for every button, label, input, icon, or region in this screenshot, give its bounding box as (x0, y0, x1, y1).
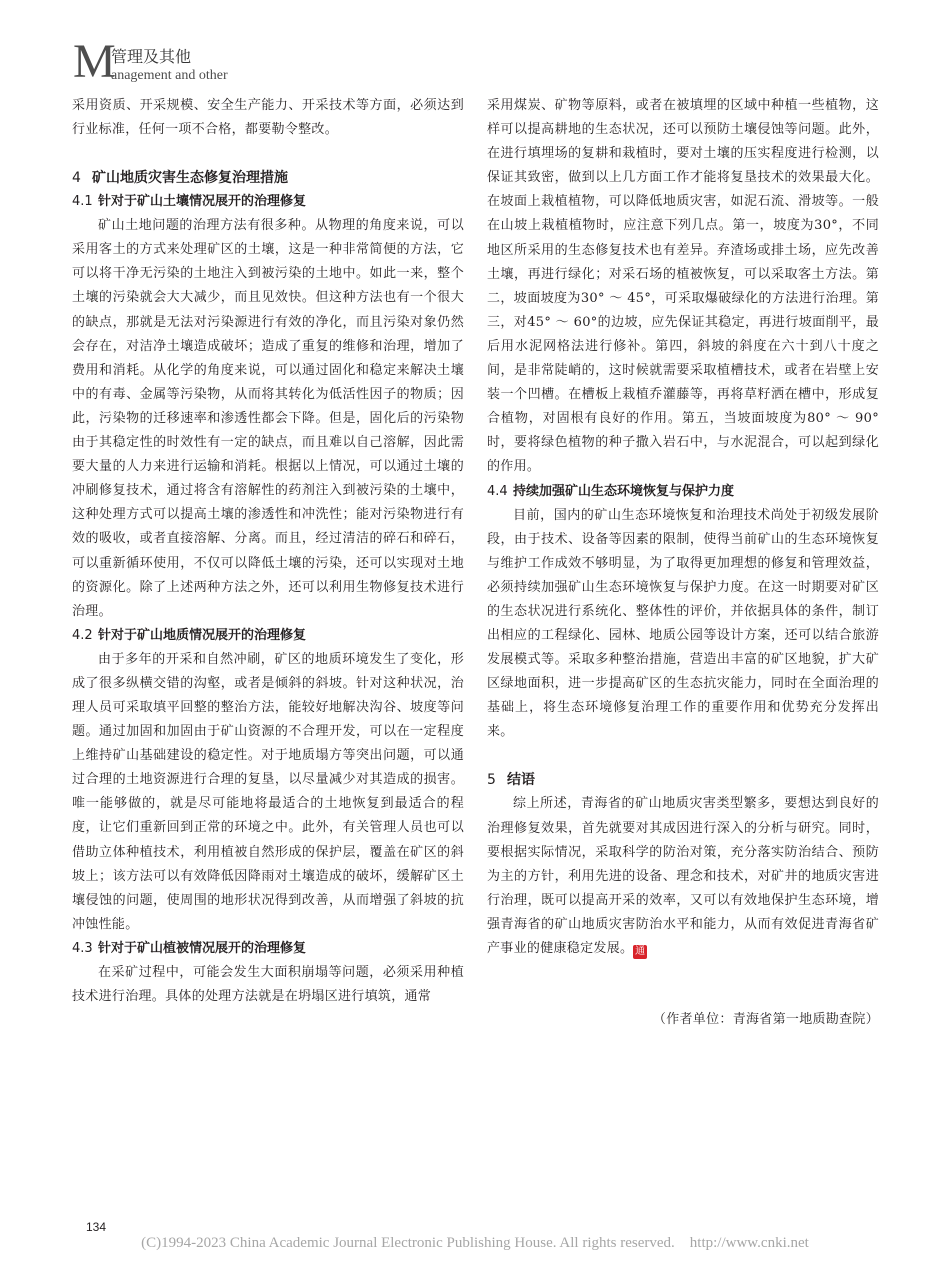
section-title: 结语 (507, 772, 535, 789)
section-4-4-heading (487, 480, 879, 504)
section-4-3-continued-paragraph: 采用煤炭、矿物等原料，或者在被填埋的区域中种植一些植物，这样可以提高耕地的生态状况，还可以预防土壤侵蚀等问题。此外，在进行填埋场的复耕和栽植时，要对土壤的压实程度进行检测，以保证其致密，做到以上几方面工作才能将复垦技术的效果最大化。在坡面上栽植植物，可以降低地质灾害，如泥石流、滑坡等。一般在山坡上栽植植物时，应注意下列几点。第一，坡度为30°，不同地区所采用的生态修复技术也有差异。弃渣场或排土场，应先改善土壤，再进行绿化；对采石场的植被恢复，可以采取客土方法。第二，坡面坡度为30° ～ 45°，可采取爆破绿化的方法进行治理。第三，对45° ～ 60°的边坡，应先保证其稳定，再进行坡面削平，最后用水泥网格法进行修补。第四，斜坡的斜度在六十到八十度之间，是非常陡峭的，这时候就需要采取植槽技术，或者在岩壁上安装一个凹槽。在槽板上栽植乔灌藤等，再将草籽洒在槽中，形成复合植物，对固根有良好的作用。第五，当坡面坡度为80° ～ 90°时，要将绿色植物的种子撒入岩石中，与水泥混合，可以起到绿化的作用。 (487, 98, 879, 475)
section-4-2-heading (72, 624, 464, 648)
journal-column-header (73, 35, 473, 88)
section-4-3-paragraph: 在采矿过程中，可能会发生大面积崩塌等问题，必须采用种植技术进行治理。具体的处理方法就是在坍塌区进行填筑，通常 (72, 964, 464, 1004)
header-title-cn: 管理及其他 (111, 47, 192, 66)
section-title: 针对于矿山土壤情况展开的治理修复 (98, 194, 307, 210)
section-4-3-heading (72, 937, 464, 961)
conclusion-text: 综上所述，青海省的矿山地质灾害类型繁多，要想达到良好的治理修复效果，首先就要对其成因进行深入的分析与研究。同时，要根据实际情况，采取科学的防治对策，充分落实防治结合、预防为主的方针，利用先进的设备、理念和技术，对矿井的地质灾害进行治理，既可以提高开采的效率，又可以有效地保护生态环境，增强青海省的矿山地质灾害防治水平和能力，从而有效促进青海省矿产事业的健康稳定发展。 (487, 796, 879, 956)
section-title: 持续加强矿山生态环境恢复与保护力度 (513, 483, 735, 499)
article-end-mark: 通 (635, 946, 646, 957)
section-title: 针对于矿山植被情况展开的治理修复 (98, 940, 307, 956)
section-number: 4.1 (72, 194, 93, 210)
header-title-en: anagement and other (111, 68, 228, 83)
section-title: 矿山地质灾害生态修复治理措施 (92, 170, 288, 187)
section-4-4-paragraph: 目前，国内的矿山生态环境恢复和治理技术尚处于初级发展阶段，由于技术、设备等因素的限制，使得当前矿山的生态环境恢复与维护工作成效不够明显，为了取得更加理想的修复和管理效益，必须持续加强矿山生态环境恢复与保护力度。在这一时期要对矿区的生态状况进行系统化、整体性的评价，并依据具体的条件，制订出相应的工程绿化、园林、地质公园等设计方案，还可以结合旅游发展模式等。采取多种整治措施，营造出丰富的矿区地貌，扩大矿区绿地面积，进一步提高矿区的生态抗灾能力，同时在全面治理的基础上，将生态环境修复治理工作的重要作用和优势充分发挥出来。 (487, 507, 879, 740)
section-4-1-heading (72, 190, 464, 214)
section-number: 4.3 (72, 940, 93, 956)
header-initial-letter: M (73, 35, 116, 88)
section-number: 5 (487, 772, 496, 789)
section-4-2-paragraph: 由于多年的开采和自然冲刷，矿区的地质环境发生了变化，形成了很多纵横交错的沟壑，或者是倾斜的斜坡。针对这种状况，治理人员可采取填平回整的整治方法，能较好地解决沟谷、坡度等问题。通过加固和加固由于矿山资源的不合理开发，可以在一定程度上维持矿山基础建设的稳定性。对于地质塌方等突出问题，可以通过合理的土地资源进行合理的复垦，以尽量减少对其造成的损害。唯一能够做的，就是尽可能地将最适合的土地恢复到最适合的程度，让它们重新回到正常的环境之中。此外，有关管理人员也可以借助立体种植技术，利用植被自然形成的保护层，覆盖在矿区的斜坡上；该方法可以有效降低因降雨对土壤造成的破坏，缓解矿区土壤侵蚀的问题，使周围的地形状况得到改善，从而增强了斜坡的抗冲蚀性能。 (72, 651, 464, 932)
section-5-heading (487, 768, 879, 792)
right-column (487, 94, 879, 961)
section-title: 针对于矿山地质情况展开的治理修复 (98, 627, 307, 643)
section-4-1-paragraph: 矿山土地问题的治理方法有很多种。从物理的角度来说，可以采用客土的方式来处理矿区的土壤，这是一种非常简便的方法，它可以将干净无污染的土地注入到被污染的土地中。如此一来，整个土壤的污染就会大大减少，而且见效快。但这种方法也有一个很大的缺点，那就是无法对污染源进行有效的净化，而且污染对象仍然会存在，对洁净土壤造成破坏；造成了重复的维修和治理，增加了费用和消耗。从化学的角度来说，可以通过固化和稳定来解决土壤中的有毒、金属等污染物，从而将其转化为低活性因子的物质；因此，污染物的迁移速率和渗透性都会下降。但是，固化后的污染物由于其稳定性的时效性有一定的缺点，而且难以自己溶解，因此需要大量的人力来进行运输和消耗。根据以上情况，可以通过土壤的冲刷修复技术，通过将含有溶解性的药剂注入到被污染的土壤中，这种处理方式可以提高土壤的渗透性和冲洗性；能对污染物进行有效的吸收，或者直接溶解、分离。而且，经过清洁的碎石和碎石，可以重新循环使用，不仅可以降低土壤的污染，还可以实现对土地的资源化。除了上述两种方法之外，还可以利用生物修复技术进行治理。 (72, 218, 464, 619)
section-number: 4.4 (487, 483, 508, 499)
section-number: 4.2 (72, 627, 93, 643)
left-column (72, 94, 464, 1009)
section-4-heading (72, 166, 464, 190)
intro-paragraph: 采用资质、开采规模、安全生产能力、开采技术等方面，必须达到行业标准，任何一项不合格，都要勒令整改。 (72, 98, 464, 138)
section-number: 4 (72, 170, 81, 187)
copyright-footer: (C)1994-2023 China Academic Journal Electronic Publishing House. All rights reserved. http://www.cnki.net (141, 1235, 809, 1251)
conclusion-paragraph (487, 792, 879, 961)
page-number: 134 (86, 1220, 107, 1234)
author-affiliation: （作者单位：青海省第一地质勘查院） (652, 1012, 879, 1027)
